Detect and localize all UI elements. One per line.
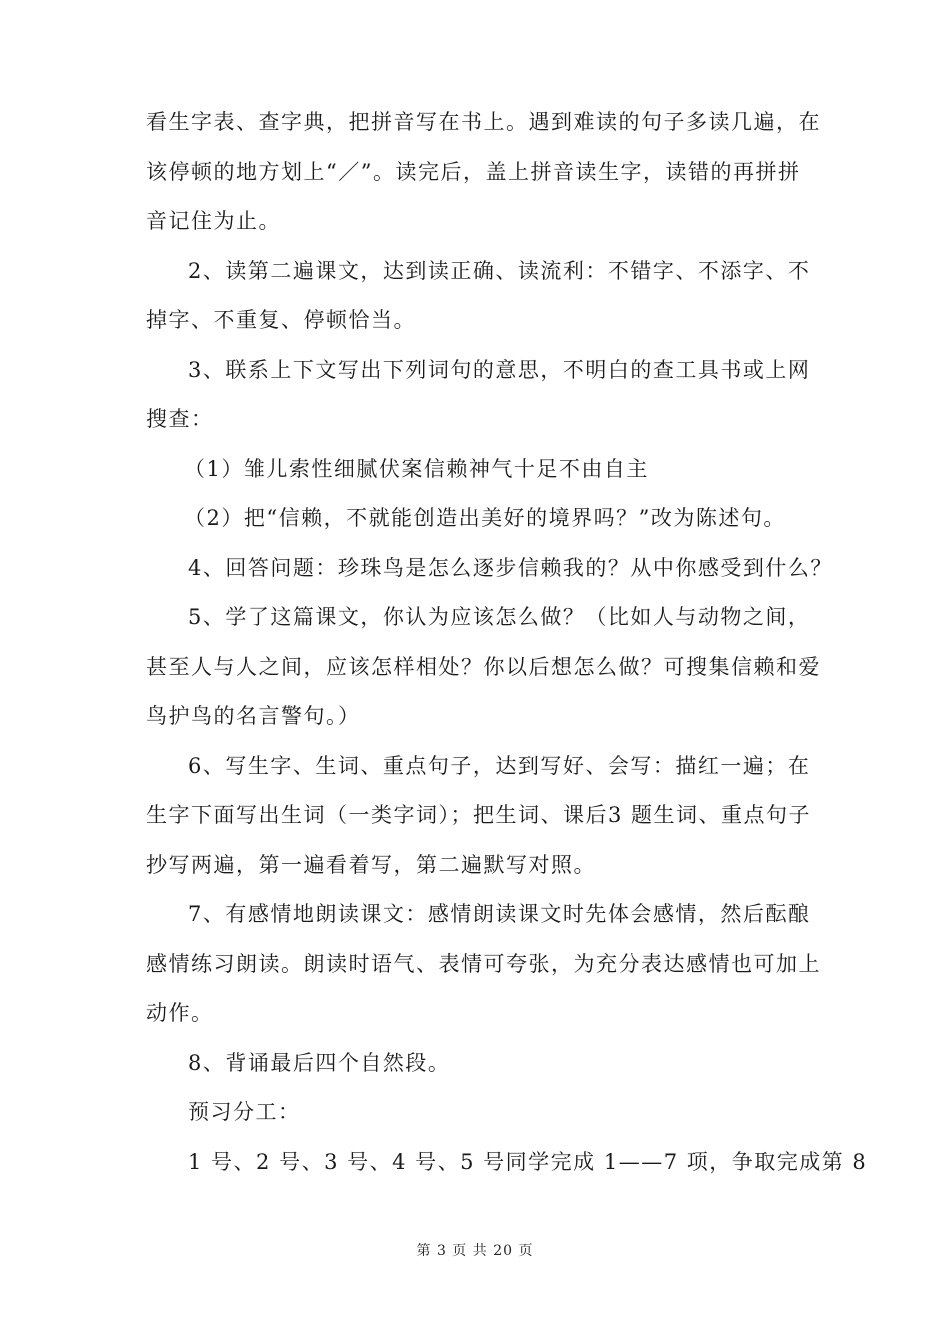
text-line: 该停顿的地方划上“／”。读完后，盖上拼音读生字，读错的再拼拼	[146, 159, 801, 184]
text-line: 动作。	[146, 1001, 214, 1025]
text-line: 抄写两遍，第一遍看着写，第二遍默写对照。	[146, 852, 596, 877]
text-line: 1 号、2 号、3 号、4 号、5 号同学完成 1——7 项，争取完成第 8	[188, 1149, 868, 1174]
text-line: 感情练习朗读。朗读时语气、表情可夸张，为充分表达感情也可加上	[146, 951, 821, 976]
text-line: 4、回答问题：珍珠鸟是怎么逐步信赖我的？从中你感受到什么？	[188, 555, 833, 580]
text-line: （1）雏儿索性细腻伏案信赖神气十足不由自主	[184, 456, 649, 481]
text-line: 掉字、不重复、停顿恰当。	[146, 308, 416, 332]
text-line: 5、学了这篇课文，你认为应该怎么做？（比如人与动物之间，	[188, 605, 811, 629]
text-line: 3、联系上下文写出下列词句的意思，不明白的查工具书或上网	[188, 357, 811, 382]
text-line: 搜查：	[146, 407, 214, 431]
text-line: 6、写生字、生词、重点句子，达到写好、会写：描红一遍；在	[188, 753, 811, 778]
text-line: 鸟护鸟的名言警句。）	[146, 704, 361, 728]
text-line: 甚至人与人之间，应该怎样相处？你以后想怎么做？可搜集信赖和爱	[146, 654, 821, 679]
text-line: 8、背诵最后四个自然段。	[188, 1050, 451, 1075]
document-body	[146, 98, 868, 1187]
text-line: （2）把“信赖，不就能创造出美好的境界吗？”改为陈述句。	[184, 506, 786, 530]
text-line: 生字下面写出生词（一类字词）；把生词、课后3 题生词、重点句子	[146, 803, 812, 827]
text-line: 2、读第二遍课文，达到读正确、读流利：不错字、不添字、不	[188, 258, 811, 283]
text-line: 预习分工：	[188, 1100, 301, 1124]
text-line: 看生字表、查字典，把拼音写在书上。遇到难读的句子多读几遍，在	[146, 110, 821, 134]
page-number: 第 3 页 共 20 页	[416, 1243, 534, 1259]
text-line: 音记住为止。	[146, 209, 281, 233]
text-line: 7、有感情地朗读课文：感情朗读课文时先体会感情，然后酝酿	[188, 902, 811, 926]
